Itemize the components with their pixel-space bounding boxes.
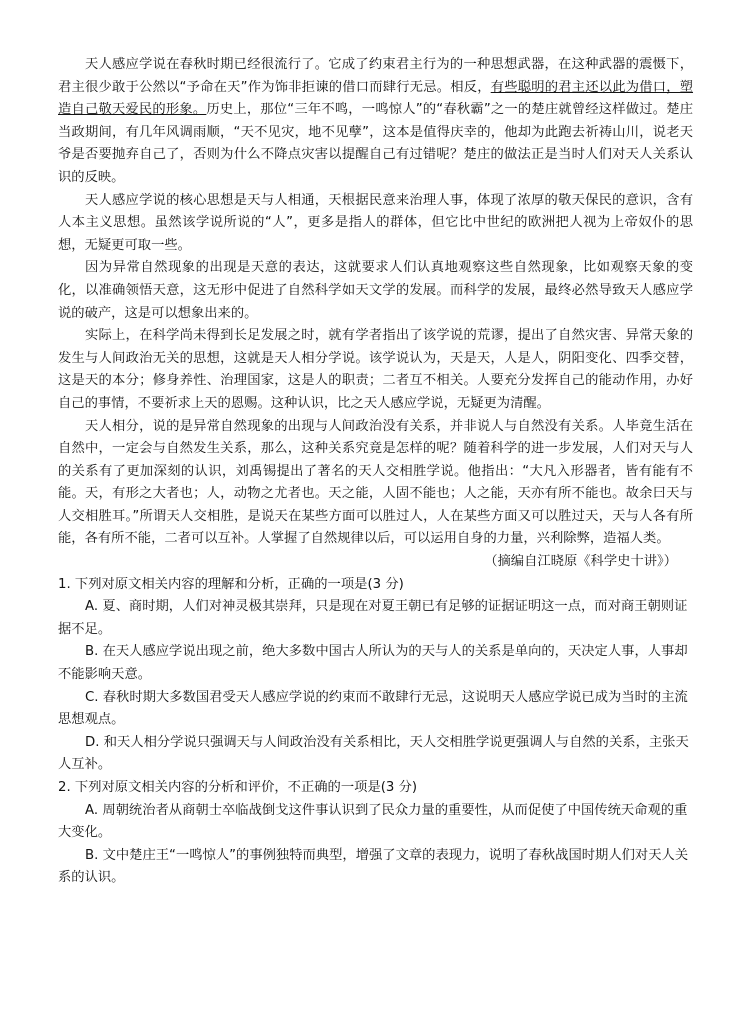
passage-paragraph-5: 天人相分，说的是异常自然现象的出现与人间政治没有关系，并非说人与自然没有关系。人毕竟生活在自然中，一定会与自然发生关系，那么，这种关系究竟是怎样的呢？随着科学的进一步发展，人们对天与人的关系有了更加深刻的认识，刘禹锡提出了著名的天人交相胜学说。他指出：“大凡入形器者，皆有能有不能。天，有形之大者也；人，动物之尤者也。天之能，人固不能也；人之能，天亦有所不能也。故余曰天与人交相胜耳。”所谓天人交相胜，是说天在某些方面可以胜过人，人在某些方面又可以胜过天，天与人各有所能，各有所不能，二者可以互补。人掌握了自然规律以后，可以运用自身的力量，兴利除弊，造福人类。 — [58, 418, 693, 547]
paragraph-1-text: 天人感应学说在春秋时期已经很流行了。它成了约束君主行为的一种思想武器，在这种武器的震慑下，君主很少敢于公然以“予命在天”作为饰非拒谏的借口而肆行无忌。相反， — [58, 57, 693, 95]
question-2 — [58, 777, 693, 890]
passage-source: （摘编自江晓原《科学史十讲》） — [484, 554, 677, 570]
question-2-stem: 2. 下列对原文相关内容的分析和评价，不正确的一项是(3 分) — [58, 780, 418, 795]
question-1-option-c: C. 春秋时期大多数国君受天人感应学说的约束而不敢肆行无忌，这说明天人感应学说已成为当时的主流思想观点。 — [58, 689, 688, 728]
passage-paragraph-4: 实际上，在科学尚未得到长足发展之时，就有学者指出了该学说的荒谬，提出了自然灾害、异常天象的发生与人间政治无关的思想，这就是天人相分学说。该学说认为，天是天，人是人，阴阳变化、四季交替，这是天的本分；修身养性、治理国家，这是人的职责；二者互不相关。人要充分发挥自己的能动作用，办好自己的事情，不要祈求上天的恩赐。这种认识，比之天人感应学说，无疑更为清醒。 — [58, 328, 693, 411]
passage-paragraph-2: 天人感应学说的核心思想是天与人相通，天根据民意来治理人事，体现了浓厚的敬天保民的意识，含有人本主义思想。虽然该学说所说的“人”，更多是指人的群体，但它比中世纪的欧洲把人视为上帝奴仆的思想，无疑更可取一些。 — [58, 192, 693, 253]
question-2-option-b: B. 文中楚庄王“一鸣惊人”的事例独特而典型，增强了文章的表现力，说明了春秋战国时期人们对天人关系的认识。 — [58, 847, 689, 886]
question-2-option-a: A. 周朝统治者从商朝士卒临战倒戈这件事认识到了民众力量的重要性，从而促使了中国传统天命观的重大变化。 — [58, 802, 688, 841]
reading-passage — [58, 54, 693, 574]
paragraph-1-text-continued: 历史上，那位“三年不鸣，一鸣惊人”的“春秋霸”之一的楚庄就曾经这样做过。楚庄当政期间，有几年风调雨顺，“天不见灾，地不见孽”，这本是值得庆幸的，他却为此跑去祈祷山川，说老天爷是否要抛弃自己了，否则为什么不降点灾害以提醒自己有过错呢？楚庄的做法正是当时人们对天人关系认识的反映。 — [58, 102, 694, 185]
question-1-option-b: B. 在天人感应学说出现之前，绝大多数中国古人所认为的天与人的关系是单向的，天决定人事，人事却不能影响天意。 — [58, 644, 688, 683]
question-1-option-a: A. 夏、商时期，人们对神灵极其崇拜，只是现在对夏王朝已有足够的证据证明这一点，而对商王朝则证据不足。 — [58, 599, 688, 637]
question-1 — [58, 574, 693, 777]
question-1-option-d: D. 和天人相分学说只强调天与人间政治没有关系相比，天人交相胜学说更强调人与自然的关系，主张天人互补。 — [58, 734, 689, 773]
underlined-sentence: 有些聪明的君主还以此为借口，塑造自己敬天爱民的形象。 — [58, 79, 694, 118]
passage-paragraph-1 — [58, 54, 693, 190]
question-1-stem: 1. 下列对原文相关内容的理解和分析，正确的一项是(3 分) — [58, 576, 404, 592]
passage-paragraph-3: 因为异常自然现象的出现是天意的表达，这就要求人们认真地观察这些自然现象，比如观察天象的变化，以准确领悟天意，这无形中促进了自然科学如天文学的发展。而科学的发展，最终必然导致天人感应学说的破产，这是可以想象出来的。 — [58, 260, 693, 321]
